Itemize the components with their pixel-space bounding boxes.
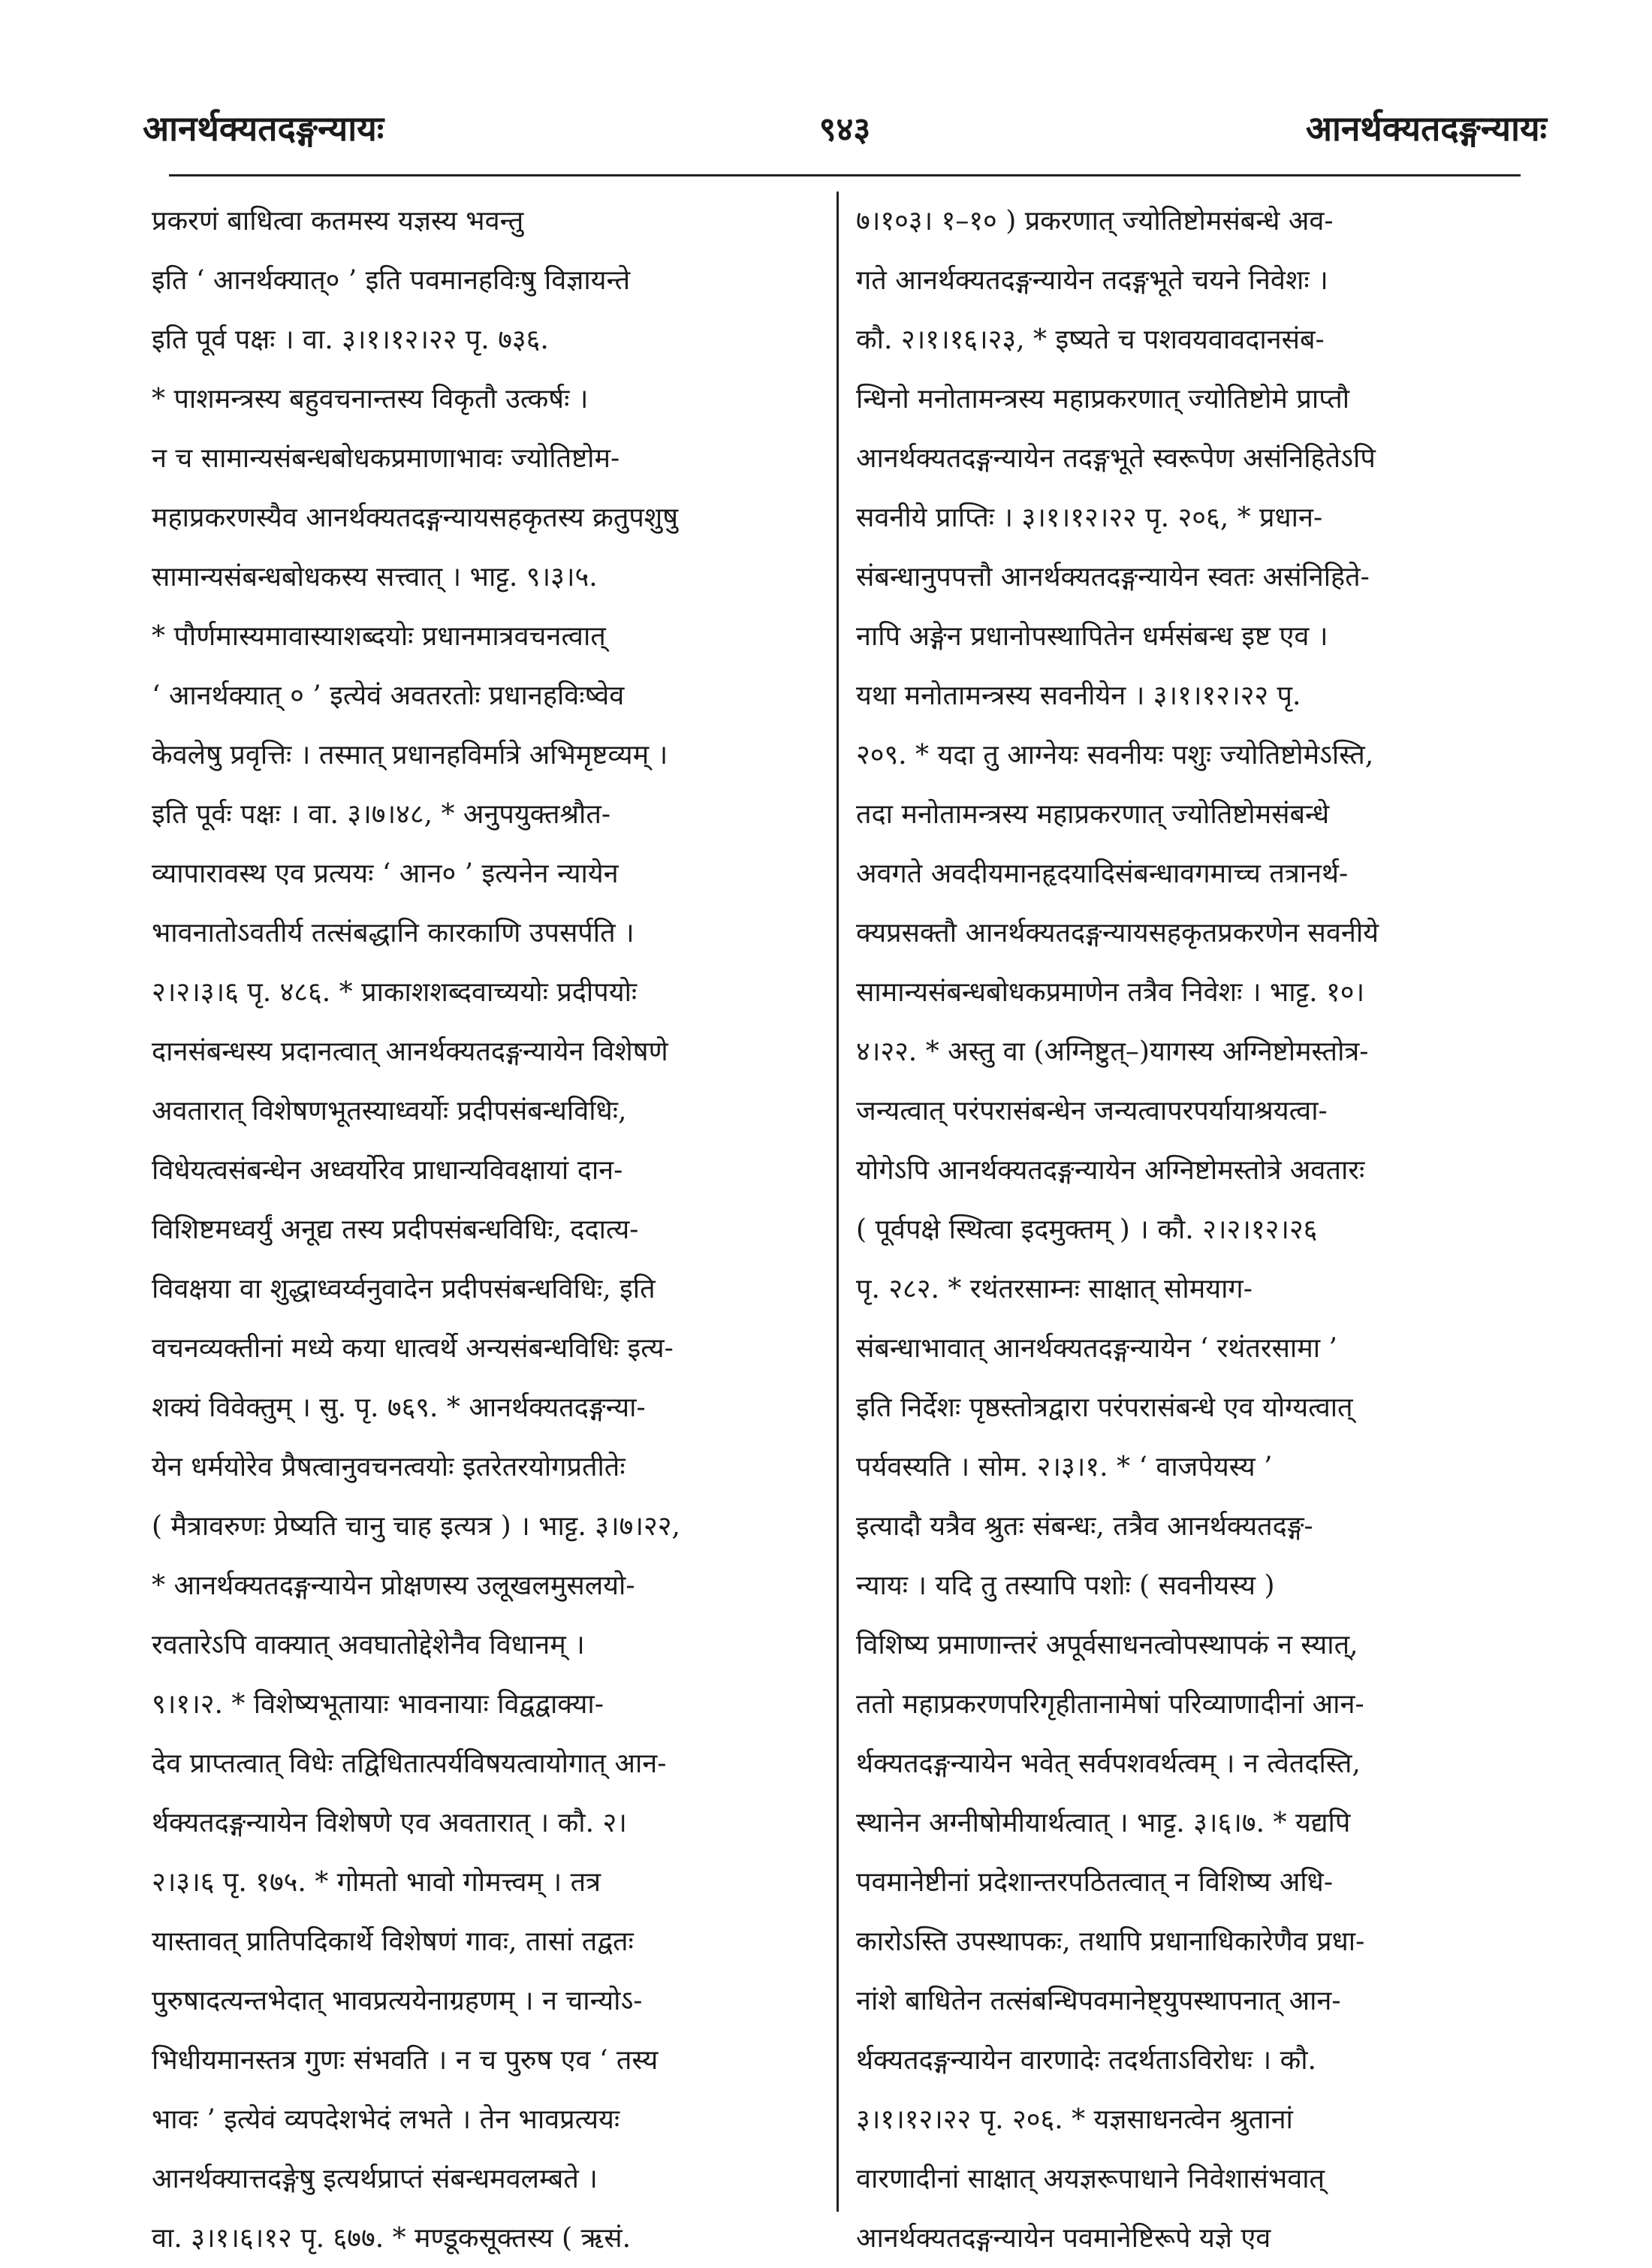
text-line: भिधीयमानस्तत्र गुणः संभवति । न च पुरुष एव ‘ तस्य <box>152 2045 659 2076</box>
text-line: ७।१०३। १–१० ) प्रकरणात् ज्योतिष्टोमसंबन्धे अव- <box>856 206 1334 237</box>
text-line: ( मैत्रावरुणः प्रेष्यति चानु चाह इत्यत्र ) । भाट्ट. ३।७।२२, <box>152 1511 680 1542</box>
text-line: नांशे बाधितेन तत्संबन्धिपवमानेष्ट्युपस्थापनात् आन- <box>856 1986 1341 2016</box>
text-line: नापि अङ्गेन प्रधानोपस्थापितेन धर्मसंबन्ध इष्ट एव । <box>856 621 1328 652</box>
text-line: २०९. * यदा तु आग्नेयः सवनीयः पशुः ज्योतिष्टोमेऽस्ति, <box>856 740 1374 771</box>
text-line: * पाशमन्त्रस्य बहुवचनान्तस्य विकृतौ उत्कर्षः । <box>152 384 589 415</box>
text-line: न्यायः । यदि तु तस्यापि पशोः ( सवनीयस्य ) <box>856 1570 1275 1601</box>
text-line: व्यापारावस्थ एव प्रत्ययः ‘ आन० ’ इत्यनेन न्यायेन <box>152 858 619 889</box>
text-line: गते आनर्थक्यतदङ्गन्यायेन तदङ्गभूते चयने निवेशः । <box>856 265 1328 296</box>
text-line: र्थक्यतदङ्गन्यायेन विशेषणे एव अवतारात् । कौ. २। <box>152 1808 627 1838</box>
text-line: २।२।३।६ पृ. ४८६. * प्राकाशशब्दवाच्ययोः प्रदीपयोः <box>152 977 638 1008</box>
text-line: पृ. २८२. * रथंतरसाम्नः साक्षात् सोमयाग- <box>856 1274 1253 1304</box>
text-line: क्यप्रसक्तौ आनर्थक्यतदङ्गन्यायसहकृतप्रकरणेन सवनीये <box>856 918 1379 949</box>
text-line: रवतारेऽपि वाक्यात् अवघातोद्देशेनैव विधानम् । <box>152 1630 585 1660</box>
page-number: ९४३ <box>818 110 871 149</box>
text-line: ( पूर्वपक्षे स्थित्वा इदमुक्तम् ) । कौ. २।२।१२।२६ <box>856 1214 1318 1245</box>
text-line: इति निर्देशः पृष्ठस्तोत्रद्वारा परंपरासंबन्धे एव योग्यत्वात् <box>856 1392 1353 1423</box>
header-left-title: आनर्थक्यतदङ्गन्यायः <box>143 108 384 149</box>
text-line: पर्यवस्यति । सोम. २।३।१. * ‘ वाजपेयस्य ’ <box>856 1452 1273 1482</box>
text-line: पुरुषादत्यन्तभेदात् भावप्रत्ययेनाग्रहणम् । न चान्योऽ- <box>152 1986 643 2016</box>
text-line: र्थक्यतदङ्गन्यायेन भवेत् सर्वपशवर्थत्वम् । न त्वेतदस्ति, <box>856 1748 1361 1779</box>
text-line: ‘ आनर्थक्यात् ० ’ इत्येवं अवतरतोः प्रधानहविःष्वेव <box>152 680 625 711</box>
text-line: तदा मनोतामन्त्रस्य महाप्रकरणात् ज्योतिष्टोमसंबन्धे <box>856 799 1330 830</box>
text-line: भावनातोऽवतीर्य तत्संबद्धानि कारकाणि उपसर्पति । <box>152 918 635 949</box>
text-line: इति ‘ आनर्थक्यात्० ’ इति पवमानहविःषु विज्ञायन्ते <box>152 265 631 296</box>
header-right-title: आनर्थक्यतदङ्गन्यायः <box>1305 108 1547 149</box>
text-line: यास्तावत् प्रातिपदिकार्थे विशेषणं गावः, तासां तद्वतः <box>152 1926 634 1957</box>
text-line: ९।१।२. * विशेष्यभूतायाः भावनायाः विद्वद्वाक्या- <box>152 1689 604 1720</box>
text-line: दानसंबन्धस्य प्रदानत्वात् आनर्थक्यतदङ्गन्यायेन विशेषणे <box>152 1036 668 1067</box>
text-line: ४।२२. * अस्तु वा (अग्निष्टुत्–)यागस्य अग्निष्टोमस्तोत्र- <box>856 1036 1369 1067</box>
text-line: * आनर्थक्यतदङ्गन्यायेन प्रोक्षणस्य उलूखलमुसलयो- <box>152 1570 635 1601</box>
header-rule <box>169 174 1521 176</box>
text-line: इति पूर्वः पक्षः । वा. ३।७।४८, * अनुपयुक्तश्रौत- <box>152 799 611 830</box>
text-line: सामान्यसंबन्धबोधकस्य सत्त्वात् । भाट्ट. ९।३।५. <box>152 562 598 593</box>
text-line: महाप्रकरणस्यैव आनर्थक्यतदङ्गन्यायसहकृतस्य क्रतुपशुषु <box>152 502 679 533</box>
text-line: वारणादीनां साक्षात् अयज्ञरूपाधाने निवेशासंभवात् <box>856 2164 1325 2194</box>
text-line: विशिष्य प्रमाणान्तरं अपूर्वसाधनत्वोपस्थापकं न स्यात्, <box>856 1630 1358 1660</box>
text-line: केवलेषु प्रवृत्तिः । तस्मात् प्रधानहविर्मात्रे अभिमृष्टव्यम् । <box>152 740 668 771</box>
text-line: आनर्थक्यतदङ्गन्यायेन तदङ्गभूते स्वरूपेण असंनिहितेऽपि <box>856 443 1376 474</box>
text-line: २।३।६ पृ. १७५. * गोमतो भावो गोमत्त्वम् । तत्र <box>152 1867 601 1898</box>
text-line: ततो महाप्रकरणपरिगृहीतानामेषां परिव्याणादीनां आन- <box>856 1689 1364 1720</box>
text-line: विशिष्टमध्वर्युं अनूद्य तस्य प्रदीपसंबन्धविधिः, ददात्य- <box>152 1214 639 1245</box>
column-divider <box>837 192 839 2212</box>
text-line: विवक्षया वा शुद्धाध्वर्य्वनुवादेन प्रदीपसंबन्धविधिः, इति <box>152 1274 656 1304</box>
text-line: स्थानेन अग्नीषोमीयार्थत्वात् । भाट्ट. ३।६।७. * यद्यपि <box>856 1808 1351 1838</box>
text-line: अवगते अवदीयमानहृदयादिसंबन्धावगमाच्च तत्रानर्थ- <box>856 858 1349 889</box>
text-line: विधेयत्वसंबन्धेन अध्वर्योरेव प्राधान्यविवक्षायां दान- <box>152 1155 623 1186</box>
text-line: प्रकरणं बाधित्वा कतमस्य यज्ञस्य भवन्तु <box>152 206 524 237</box>
text-line: सामान्यसंबन्धबोधकप्रमाणेन तत्रैव निवेशः । भाट्ट. १०। <box>856 977 1365 1008</box>
text-line: न्धिनो मनोतामन्त्रस्य महाप्रकरणात् ज्योतिष्टोमे प्राप्तौ <box>856 384 1350 415</box>
text-line: भावः ’ इत्येवं व्यपदेशभेदं लभते । तेन भावप्रत्ययः <box>152 2104 620 2135</box>
text-line: न च सामान्यसंबन्धबोधकप्रमाणाभावः ज्योतिष्टोम- <box>152 443 620 474</box>
text-line: ३।१।१२।२२ पृ. २०६. * यज्ञसाधनत्वेन श्रुतानां <box>856 2104 1293 2135</box>
text-line: इति पूर्व पक्षः । वा. ३।१।१२।२२ पृ. ७३६. <box>152 324 549 355</box>
text-line: पवमानेष्टीनां प्रदेशान्तरपठितत्वात् न विशिष्य अधि- <box>856 1867 1333 1898</box>
text-line: कारोऽस्ति उपस्थापकः, तथापि प्रधानाधिकारेणैव प्रधा- <box>856 1926 1365 1957</box>
running-header <box>143 98 1547 158</box>
text-line: * पौर्णमास्यमावास्याशब्दयोः प्रधानमात्रवचनत्वात् <box>152 621 606 652</box>
text-line: इत्यादौ यत्रैव श्रुतः संबन्धः, तत्रैव आनर्थक्यतदङ्ग- <box>856 1511 1313 1542</box>
text-line: वा. ३।१।६।१२ पृ. ६७७. * मण्डूकसूक्तस्य ( ऋसं. <box>152 2223 632 2254</box>
text-line: र्थक्यतदङ्गन्यायेन वारणादेः तदर्थताऽविरोधः । कौ. <box>856 2045 1316 2076</box>
text-line: संबन्धाभावात् आनर्थक्यतदङ्गन्यायेन ‘ रथंतरसामा ’ <box>856 1333 1337 1364</box>
text-line: सवनीये प्राप्तिः । ३।१।१२।२२ पृ. २०६, * प्रधान- <box>856 502 1323 533</box>
text-line: आनर्थक्यतदङ्गन्यायेन पवमानेष्टिरूपे यज्ञे एव <box>856 2223 1271 2254</box>
text-line: कौ. २।१।१६।२३, * इष्यते च पशवयवावदानसंब- <box>856 324 1325 355</box>
text-line: शक्यं विवेक्तुम् । सु. पृ. ७६९. * आनर्थक्यतदङ्गन्या- <box>152 1392 646 1423</box>
text-line: अवतारात् विशेषणभूतस्याध्वर्योः प्रदीपसंबन्धविधिः, <box>152 1096 627 1126</box>
text-line: आनर्थक्यात्तदङ्गेषु इत्यर्थप्राप्तं संबन्धमवलम्बते । <box>152 2164 598 2194</box>
text-line: येन धर्मयोरेव प्रैषत्वानुवचनत्वयोः इतरेतरयोगप्रतीतेः <box>152 1452 626 1482</box>
text-line: वचनव्यक्तीनां मध्ये कया धात्वर्थे अन्यसंबन्धविधिः इत्य- <box>152 1333 674 1364</box>
text-line: संबन्धानुपपत्तौ आनर्थक्यतदङ्गन्यायेन स्वतः असंनिहिते- <box>856 562 1370 593</box>
left-column <box>152 192 820 2268</box>
text-line: देव प्राप्तत्वात् विधेः तद्विधितात्पर्यविषयत्वायोगात् आन- <box>152 1748 667 1779</box>
text-line: यथा मनोतामन्त्रस्य सवनीयेन । ३।१।१२।२२ पृ. <box>856 680 1301 711</box>
right-column <box>856 192 1524 2268</box>
text-line: जन्यत्वात् परंपरासंबन्धेन जन्यत्वापरपर्यायाश्रयत्वा- <box>856 1096 1328 1126</box>
text-line: योगेऽपि आनर्थक्यतदङ्गन्यायेन अग्निष्टोमस्तोत्रे अवतारः <box>856 1155 1365 1186</box>
